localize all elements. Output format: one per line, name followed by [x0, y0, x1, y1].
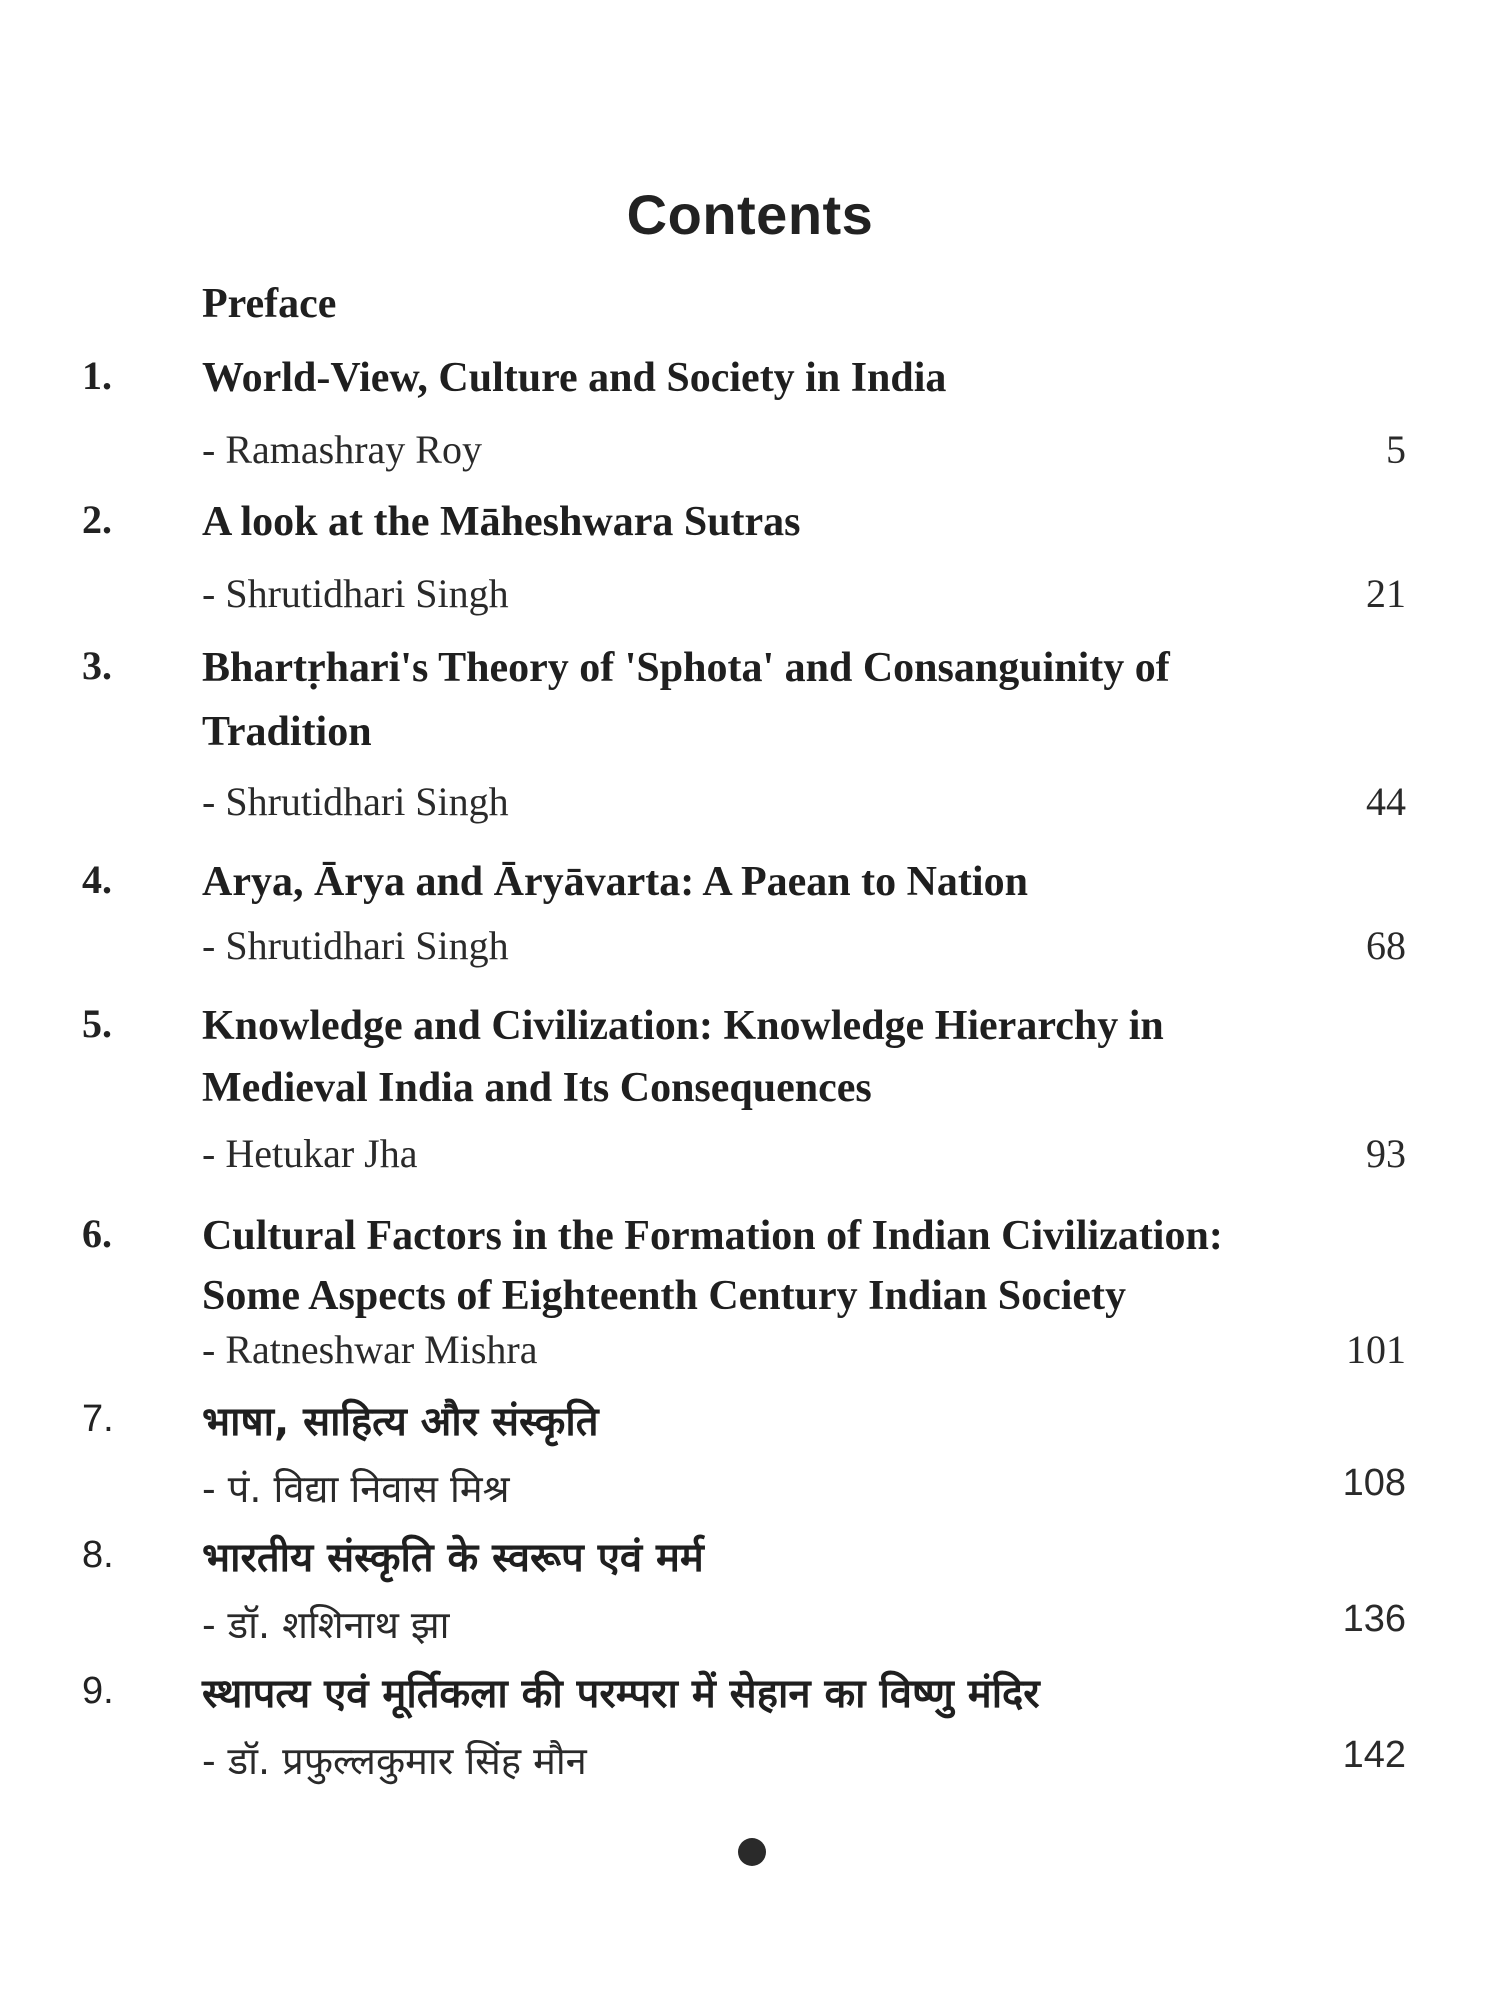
entry-title: A look at the Māheshwara Sutras [202, 499, 801, 545]
entry-page-number: 142 [1342, 1734, 1406, 1776]
preface-heading: Preface [202, 281, 337, 327]
entry-number: 7. [82, 1398, 114, 1440]
entry-page-number: 108 [1342, 1462, 1406, 1504]
entry-number: 5. [82, 1001, 112, 1046]
entry-number: 4. [82, 857, 112, 902]
entry-number: 1. [82, 353, 112, 398]
entry-page-number: 44 [1366, 779, 1406, 824]
entry-title-continued: Some Aspects of Eighteenth Century Indian Society [202, 1273, 1127, 1319]
entry-title: Knowledge and Civilization: Knowledge Hierarchy in [202, 1003, 1164, 1049]
entry-number: 6. [82, 1211, 112, 1256]
entry-number: 8. [82, 1534, 114, 1576]
entry-author: - डॉ. प्रफुल्लकुमार सिंह मौन [202, 1739, 587, 1783]
entry-author: - Shrutidhari Singh [202, 571, 509, 616]
entry-title: भाषा, साहित्य और संस्कृति [202, 1399, 599, 1445]
entry-page-number: 93 [1366, 1131, 1406, 1176]
page-ornament-dot [738, 1838, 766, 1866]
entry-title: भारतीय संस्कृति के स्वरूप एवं मर्म [202, 1535, 704, 1581]
entry-page-number: 101 [1346, 1327, 1406, 1372]
entry-page-number: 21 [1366, 571, 1406, 616]
entry-author: - Ratneshwar Mishra [202, 1327, 538, 1372]
entry-title-continued: Medieval India and Its Consequences [202, 1065, 872, 1111]
entry-page-number: 5 [1386, 427, 1406, 472]
entry-title-continued: Tradition [202, 709, 372, 755]
entry-number: 2. [82, 497, 112, 542]
entry-author: - पं. विद्या निवास मिश्र [202, 1467, 510, 1511]
entry-number: 3. [82, 643, 112, 688]
entry-author: - Hetukar Jha [202, 1131, 418, 1176]
entry-author: - डॉ. शशिनाथ झा [202, 1603, 450, 1647]
entry-page-number: 136 [1342, 1598, 1406, 1640]
entry-number: 9. [82, 1670, 114, 1712]
entry-author: - Shrutidhari Singh [202, 923, 509, 968]
entry-title: Bhartṛhari's Theory of 'Sphota' and Consanguinity of [202, 645, 1170, 691]
entry-title: Cultural Factors in the Formation of Indian Civilization: [202, 1213, 1223, 1259]
entry-author: - Shrutidhari Singh [202, 779, 509, 824]
page-title: Contents [626, 183, 874, 246]
entry-title: स्थापत्य एवं मूर्तिकला की परम्परा में सेहान का विष्णु मंदिर [202, 1671, 1040, 1717]
entry-title: Arya, Ārya and Āryāvarta: A Paean to Nation [202, 859, 1028, 905]
entry-page-number: 68 [1366, 923, 1406, 968]
entry-title: World-View, Culture and Society in India [202, 355, 947, 401]
entry-author: - Ramashray Roy [202, 427, 482, 472]
